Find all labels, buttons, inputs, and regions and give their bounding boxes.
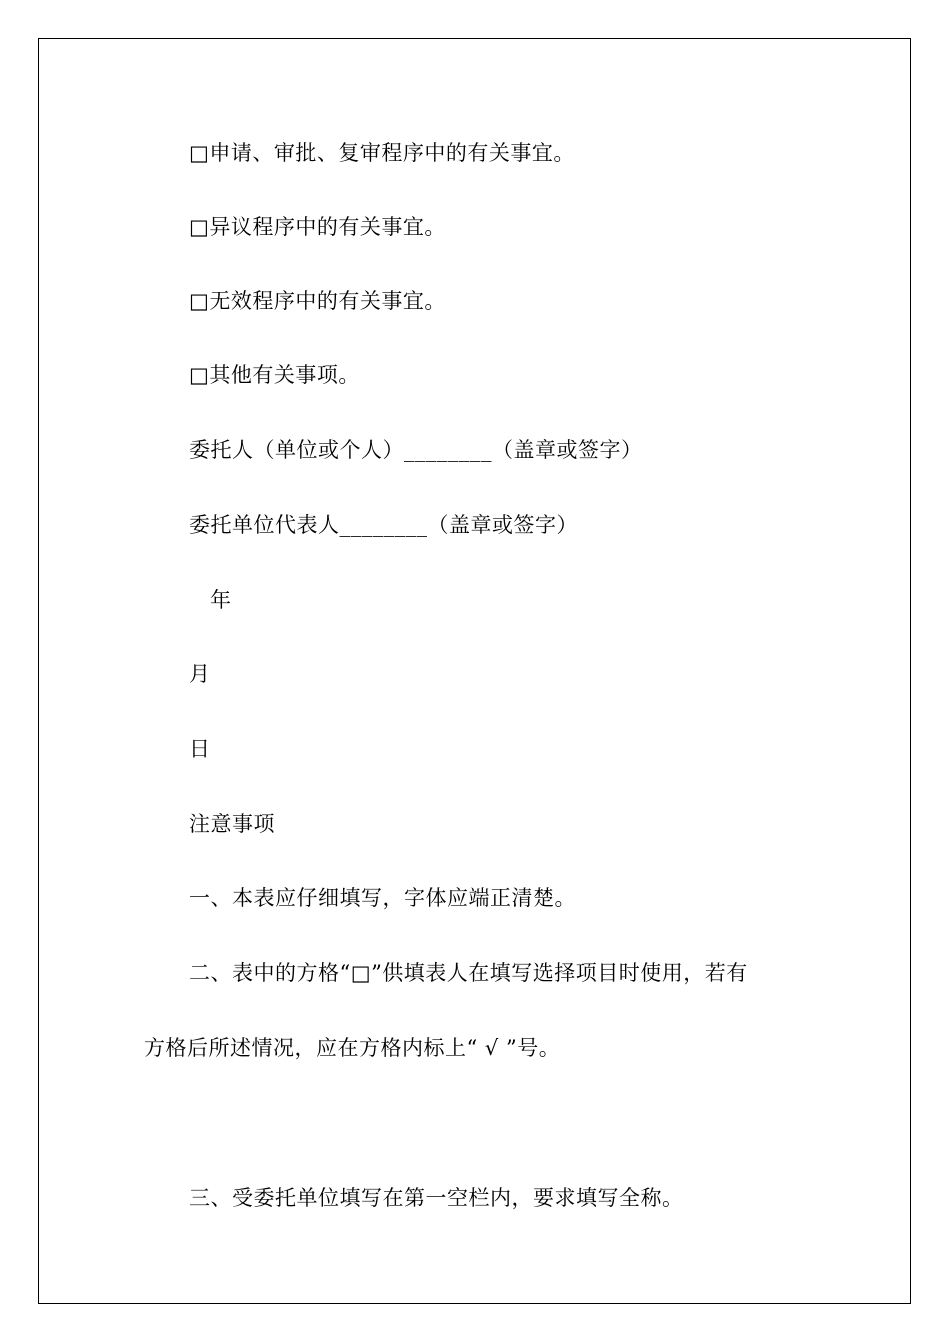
date-day-label: 日 [189,737,211,761]
date-month-label: 月 [189,662,211,686]
note-item-2-continuation: 方格后所述情况，应在方格内标上“ √ ”号。 [144,1036,561,1060]
notes-heading: 注意事项 [189,812,275,836]
checkbox-item-invalidation: □无效程序中的有关事宜。 [189,289,446,313]
principal-signature-line: 委托人（单位或个人）________（盖章或签字） [189,438,643,462]
checkbox-item-application: □申请、审批、复审程序中的有关事宜。 [189,141,575,165]
representative-signature-line: 委托单位代表人________（盖章或签字） [189,513,578,537]
note-item-2: 二、表中的方格“□”供填表人在填写选择项目时使用，若有 [189,961,748,985]
checkbox-item-other: □其他有关事项。 [189,363,360,387]
note-item-3: 三、受委托单位填写在第一空栏内，要求填写全称。 [189,1186,684,1210]
date-year-label: 年 [210,588,232,612]
checkbox-item-objection: □异议程序中的有关事宜。 [189,215,446,239]
page-border [38,38,911,1304]
note-item-1: 一、本表应仔细填写，字体应端正清楚。 [189,886,576,910]
